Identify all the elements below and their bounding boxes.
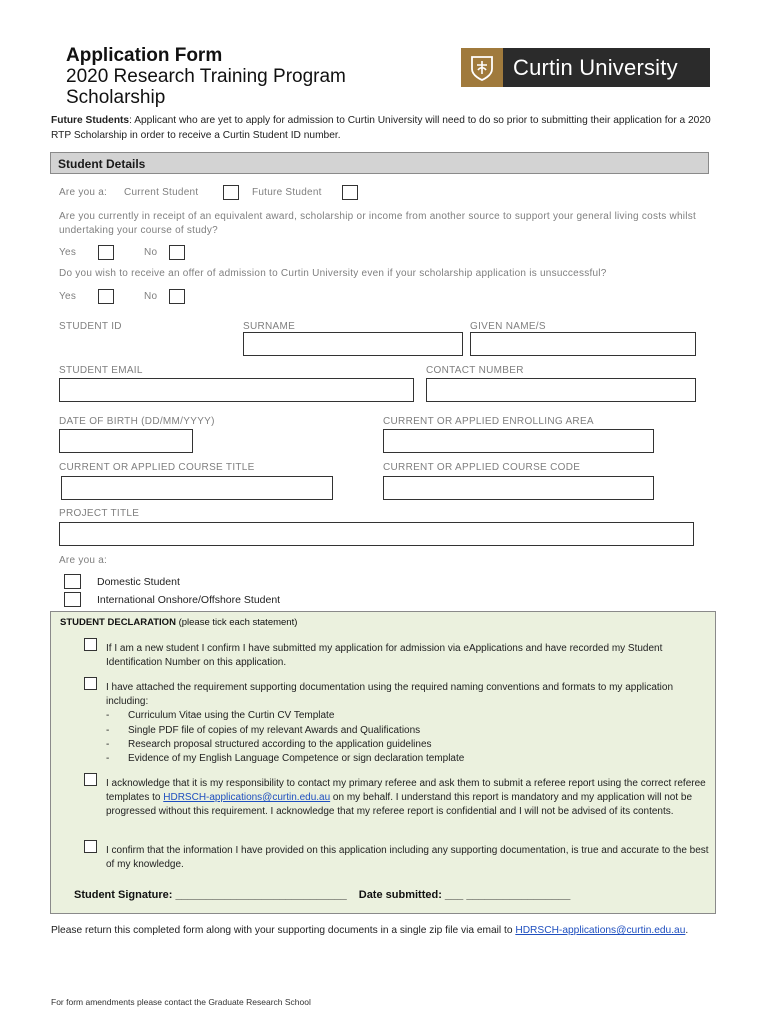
intro-text: : Applicant who are yet to apply for admission to Curtin University will need to do so prior to submitting their application for a 2020 RTP Scholarship in order to receive a Curtin Student ID number.: [51, 115, 711, 141]
list-item: - Evidence of my English Language Competence or sign declaration template: [106, 752, 712, 766]
date-submitted-label: Date submitted: ___ _________________: [358, 889, 571, 901]
declaration-checkbox-4[interactable]: [84, 840, 97, 853]
declaration-statement-3: [106, 777, 712, 820]
title-line-2: 2020 Research Training Program: [66, 66, 346, 87]
project-title-label: PROJECT TITLE: [59, 508, 140, 519]
list-item: - Single PDF file of copies of my relevant Awards and Qualifications: [106, 724, 712, 738]
student-details-header: [50, 152, 709, 174]
return-email-link[interactable]: HDRSCH-applications@curtin.edu.au: [515, 925, 686, 936]
given-name-field[interactable]: [470, 332, 696, 356]
dob-label: DATE OF BIRTH (DD/MM/YYYY): [59, 416, 215, 427]
course-code-label: CURRENT OR APPLIED COURSE CODE: [383, 462, 581, 473]
domestic-checkbox[interactable]: [64, 574, 81, 589]
list-item: - Research proposal structured according to the application guidelines: [106, 738, 712, 752]
given-name-label: GIVEN NAME/S: [470, 321, 546, 332]
domestic-label: Domestic Student: [97, 576, 180, 588]
declaration-statement-4: I confirm that the information I have provided on this application including any supporting documentation, is true and accurate to the best of my knowledge.: [106, 845, 709, 871]
award-yes-checkbox[interactable]: [98, 245, 114, 260]
award-no-checkbox[interactable]: [169, 245, 185, 260]
crest-icon: [461, 48, 503, 87]
course-title-field[interactable]: [61, 476, 333, 500]
course-code-field[interactable]: [383, 476, 654, 500]
requirements-list: [106, 709, 712, 766]
future-student-label: Future Student: [252, 187, 322, 198]
footer-note: For form amendments please contact the Graduate Research School: [51, 997, 311, 1007]
return-text: Please return this completed form along with your supporting documents in a single zip file via email to: [51, 925, 516, 936]
declaration-checkbox-3[interactable]: [84, 773, 97, 786]
international-label: International Onshore/Offshore Student: [97, 594, 281, 606]
current-student-checkbox[interactable]: [223, 185, 239, 200]
project-title-field[interactable]: [59, 522, 694, 546]
declaration-statement-1: If I am a new student I confirm I have submitted my application for admission via eApplications and have recorded my Student Identification Number on this application.: [106, 643, 663, 669]
offer-question: Do you wish to receive an offer of admission to Curtin University even if your scholarship application is unsuccessful?: [59, 268, 607, 279]
status-question: Are you a:: [59, 187, 108, 198]
enrolling-area-field[interactable]: [383, 429, 654, 453]
dob-field[interactable]: [59, 429, 193, 453]
award-question: Are you currently in receipt of an equivalent award, scholarship or income from another source to support your general living costs whilst undertaking your course of study?: [59, 211, 697, 236]
intro-label: Future Students: [51, 115, 130, 126]
current-student-label: Current Student: [124, 187, 199, 198]
enrolling-area-label: CURRENT OR APPLIED ENROLLING AREA: [383, 416, 594, 427]
student-id-label: STUDENT ID: [59, 321, 122, 332]
curtin-logo: [461, 48, 710, 87]
statement-3-rest: on my behalf. I understand this report is mandatory and my application will not be progressed without this requirement. I acknowledge that my referee report is confidential and I will not be advised of its contents.: [106, 792, 693, 818]
offer-no-label: No: [144, 291, 158, 302]
referee-email-link[interactable]: HDRSCH-applications@curtin.edu.au: [163, 792, 331, 804]
declaration-note: (please tick each statement): [175, 617, 298, 628]
declaration-statement-2: [106, 681, 712, 766]
award-yes-label: Yes: [59, 247, 77, 258]
declaration-checkbox-2[interactable]: [84, 677, 97, 690]
offer-no-checkbox[interactable]: [169, 289, 185, 304]
surname-field[interactable]: [243, 332, 463, 356]
contact-label: CONTACT NUMBER: [426, 365, 524, 376]
title-line-3: Scholarship: [66, 87, 166, 108]
statement-3-text: I acknowledge that it is my responsibility to contact my primary referee and ask them to submit a referee report using the correct referee templates to: [106, 778, 706, 804]
title-line-1: Application Form: [66, 45, 223, 66]
course-title-label: CURRENT OR APPLIED COURSE TITLE: [59, 462, 255, 473]
declaration-title: [60, 617, 297, 628]
intro-note: [51, 113, 721, 143]
return-instructions: [51, 922, 711, 939]
form-title: [66, 45, 346, 108]
section-heading: Student Details: [58, 157, 146, 171]
offer-yes-checkbox[interactable]: [98, 289, 114, 304]
signature-line: [74, 889, 570, 901]
return-end: .: [685, 925, 689, 936]
international-checkbox[interactable]: [64, 592, 81, 607]
surname-label: SURNAME: [243, 321, 296, 332]
statement-2-text: I have attached the requirement supporting documentation using the required naming conventions and formats to my application including:: [106, 682, 674, 708]
list-item: - Curriculum Vitae using the Curtin CV Template: [106, 709, 712, 723]
signature-label: Student Signature: ____________________________: [74, 889, 347, 901]
contact-field[interactable]: [426, 378, 696, 402]
award-no-label: No: [144, 247, 158, 258]
offer-yes-label: Yes: [59, 291, 77, 302]
email-field[interactable]: [59, 378, 414, 402]
declaration-checkbox-1[interactable]: [84, 638, 97, 651]
email-label: STUDENT EMAIL: [59, 365, 143, 376]
future-student-checkbox[interactable]: [342, 185, 358, 200]
declaration-heading: STUDENT DECLARATION: [60, 617, 176, 628]
logo-text: Curtin University: [513, 54, 678, 80]
residency-question: Are you a:: [59, 555, 108, 566]
